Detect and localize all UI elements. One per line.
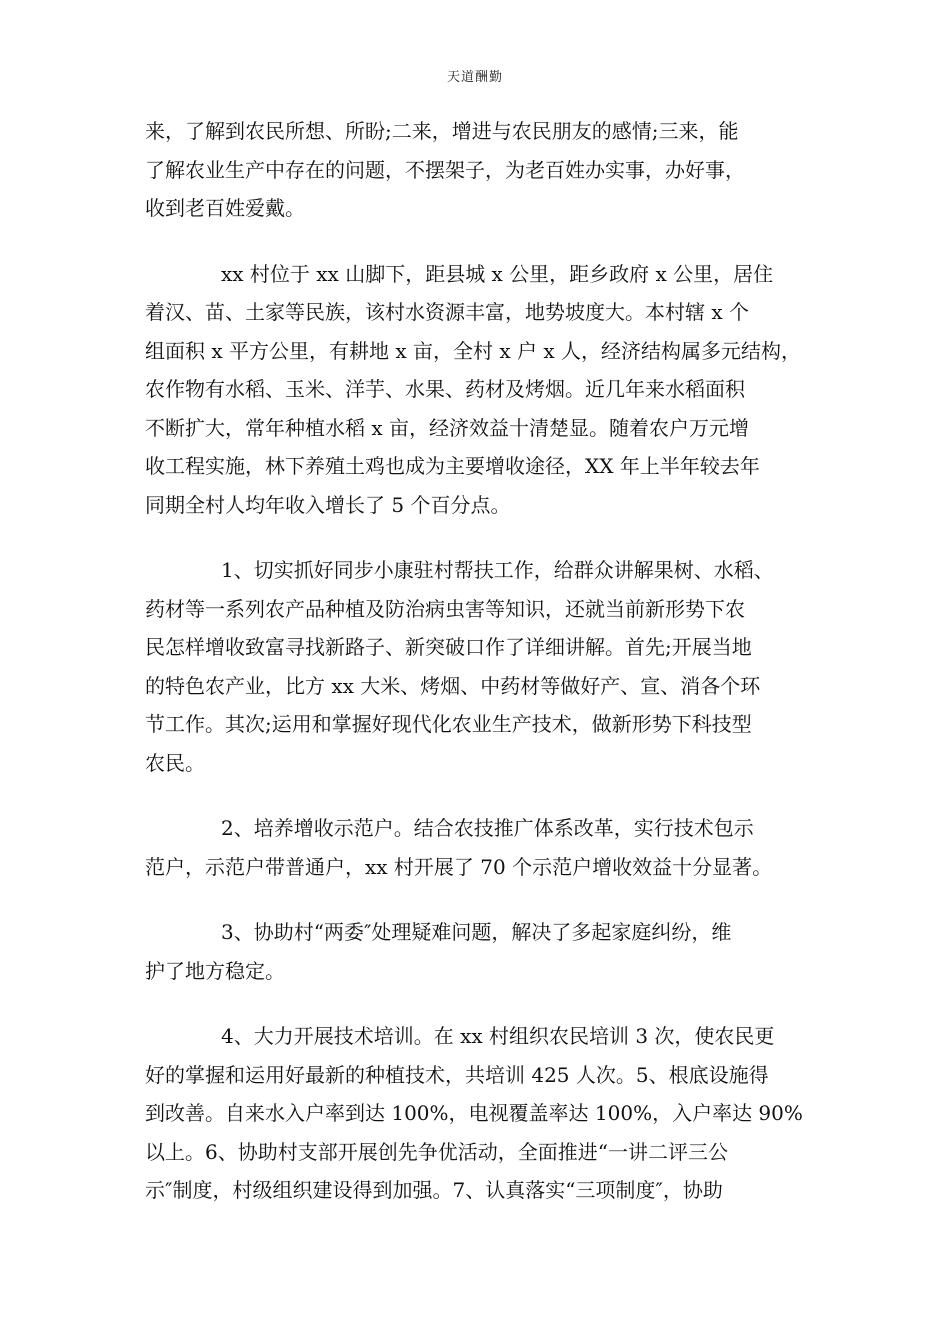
- text-line: xx 村位于 xx 山脚下，距县城 x 公里，距乡政府 x 公里，居住: [221, 261, 774, 286]
- text-line: 示″制度，村级组织建设得到加强。7、认真落实“三项制度″，协助: [145, 1178, 723, 1202]
- text-line: 的特色农产业，比方 xx 大米、烤烟、中药材等做好产、宣、消各个环: [145, 673, 761, 698]
- text-line: 了解农业生产中存在的问题，不摆架子，为老百姓办实事，办好事，: [145, 157, 745, 182]
- paragraph-5: [145, 913, 825, 990]
- text-line: 来，了解到农民所想、所盼;二来，增进与农民朋友的感情;三来，能: [145, 119, 739, 143]
- text-line: 3、协助村“两委″处理疑难问题，解决了多起家庭纠纷，维: [221, 920, 732, 944]
- text-line: 收到老百姓爱戴。: [145, 196, 305, 220]
- text-line: 民怎样增收致富寻找新路子、新突破口作了详细讲解。首先;开展当地: [145, 635, 752, 659]
- text-line: 节工作。其次;运用和掌握好现代化农业生产技术，做新形势下科技型: [145, 712, 752, 736]
- text-line: 农作物有水稻、玉米、洋芋、水果、药材及烤烟。近几年来水稻面积: [145, 377, 745, 401]
- text-line: 范户，示范户带普通户，xx 村开展了 70 个示范户增收效益十分显著。: [145, 854, 773, 879]
- text-line: 4、大力开展技术培训。在 xx 村组织农民培训 3 次，使农民更: [221, 1024, 775, 1048]
- text-line: 同期全村人均年收入增长了 5 个百分点。: [145, 492, 511, 517]
- text-line: 收工程实施，林下养殖土鸡也成为主要增收途径，XX 年上半年较去年: [145, 454, 760, 478]
- text-line: 着汉、苗、土家等民族，该村水资源丰富，地势坡度大。本村辖 x 个: [145, 300, 749, 324]
- paragraph-3: [145, 551, 825, 782]
- paragraph-1: [145, 112, 825, 228]
- text-line: 以上。6、协助村支部开展创先争优活动，全面推进“一讲二评三公: [145, 1139, 728, 1164]
- paragraph-2: [145, 255, 825, 525]
- text-line: 到改善。自来水入户率到达 100%，电视覆盖率达 100%，入户率达 90%: [145, 1101, 803, 1125]
- paragraph-4: [145, 809, 825, 886]
- page-header: 天道酬勤: [446, 70, 503, 85]
- paragraph-6: [145, 1017, 825, 1210]
- text-line: 药材等一系列农产品种植及防治病虫害等知识，还就当前新形势下农: [145, 596, 745, 621]
- text-line: 1、切实抓好同步小康驻村帮扶工作，给群众讲解果树、水稻、: [221, 558, 774, 582]
- text-line: 2、培养增收示范户。结合农技推广体系改革，实行技术包示: [221, 816, 754, 840]
- text-line: 组面积 x 平方公里，有耕地 x 亩，全村 x 户 x 人，经济结构属多元结构，: [145, 338, 801, 363]
- text-line: 农民。: [145, 750, 205, 775]
- text-line: 不断扩大，常年种植水稻 x 亩，经济效益十清楚显。随着农户万元增: [145, 415, 749, 440]
- document-body: [145, 112, 825, 1210]
- text-line: 好的掌握和运用好最新的种植技术，共培训 425 人次。5、根底设施得: [145, 1062, 769, 1087]
- text-line: 护了地方稳定。: [145, 958, 285, 983]
